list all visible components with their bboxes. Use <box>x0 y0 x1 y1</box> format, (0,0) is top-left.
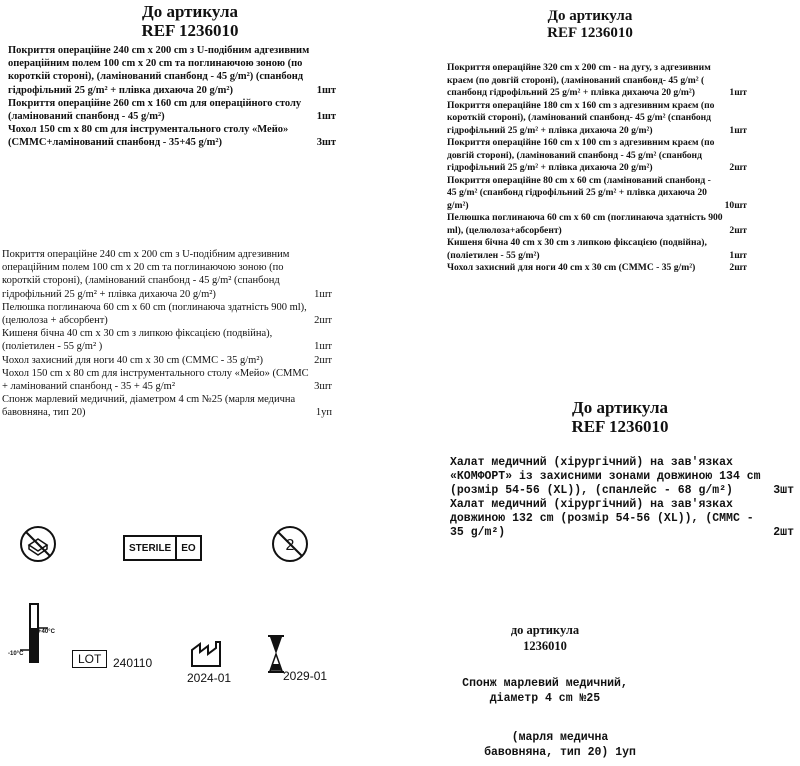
expiry-date: 2029-01 <box>283 669 328 683</box>
item-qty: 1шт <box>314 341 332 353</box>
item-qty: 10шт <box>724 199 747 211</box>
item-qty: 2шт <box>729 224 747 236</box>
lot-label: LOT <box>78 652 102 666</box>
item-text: Покриття операційне 260 cm x 160 cm для операційного столу (ламінований спанбонд - 45 g/m²) <box>8 97 302 123</box>
item-text: Кишеня бічна 40 cm x 30 cm з липкою фіксацією (подвійна), (поліетилен - 55 g/m²) <box>447 237 707 261</box>
sterile-eo-icon <box>123 535 202 561</box>
block4-title <box>530 398 710 436</box>
item-text: Пелюшка поглинаюча 60 cm x 60 cm (поглинаюча здатність 900 ml), (целюлоза+абсорбент) <box>447 212 723 236</box>
temp-high-label: +40°C <box>38 629 55 635</box>
lot-value: 240110 <box>113 656 153 670</box>
item-text: Покриття операційне 240 cm x 200 cm з U-подібним адгезивним операційним полем 100 cm x 20 cm та поглинаючою зоною (по короткій стороні), (ламінований спанбонд - 45 g/m² (спанбонд гідрофільний 25 g/m² + плівка дихаюча 20 g/m²) <box>2 249 290 300</box>
item-text: Халат медичний (хірургічний) на зав'язках довжиною 132 cm (розмір 54-56 (XL)), (СММС - 35 g/m²) <box>450 498 754 539</box>
block1-title <box>100 2 280 40</box>
lot-icon <box>72 650 107 668</box>
block5-line4-row <box>460 745 660 760</box>
block1-title-line2: REF 1236010 <box>141 21 239 40</box>
item-qty: 2шт <box>314 354 332 366</box>
item-qty: 1шт <box>316 84 336 96</box>
eo-label: EO <box>181 542 196 554</box>
block3-item <box>447 175 747 213</box>
block2-item <box>2 301 332 327</box>
block5-line1: Спонж марлевий медичний, <box>462 677 628 690</box>
block1-item <box>8 97 336 123</box>
item-qty: 3шт <box>314 381 332 393</box>
item-text: Чохол захисний для ноги 40 cm x 30 cm (СММС - 35 g/m²) <box>2 354 263 366</box>
item-qty: 1шт <box>729 124 747 136</box>
item-text: Покриття операційне 240 cm x 200 cm з U-подібним адгезивним операційним полем 100 cm x 20 cm та поглинаючою зоною (по короткій стороні), (ламінований спанбонд - 45 g/m²) (спанбонд гідрофільний 25 g/m² + плівка дихаюча 20 g/m²) <box>8 45 310 96</box>
block4-title-line1: До артикула <box>572 398 668 417</box>
do-not-use-if-damaged-icon <box>18 524 58 564</box>
block1-item <box>8 123 336 149</box>
item-text: Халат медичний (хірургічний) на зав'язках «КОМФОРТ» із захисними зонами довжиною 134 cm (розмір 54-56 (XL)), (спанлейс - 68 g/m²) <box>450 456 761 497</box>
item-text: Покриття операційне 160 cm x 100 cm з адгезивним краєм (по довгій стороні), (ламінований спанбонд - 45 g/m² (спанбонд гідрофільний 25 g/m² + плівка дихаюча 20 g/m²) <box>447 137 715 173</box>
item-text: Покриття операційне 180 cm x 160 cm з адгезивним краєм (по короткій стороні), (ламінований спанбонд- 45 g/m² (спанбонд гідрофільний 25 g/m² + плівка дихаюча 20 g/m²) <box>447 99 715 136</box>
item-qty: 3шт <box>773 484 794 497</box>
block3-item <box>447 62 747 100</box>
block1-list <box>8 44 336 150</box>
item-qty: 2шт <box>729 262 747 273</box>
item-text: Покриття операційне 320 cm x 200 cm - на дугу, з адгезивним краєм (по довгій стороні), (ламінований спанбонд- 45 g/m² ( спанбонд гідрофільний 25 g/m² + плівка дихаюча 20 g/m²) <box>447 62 711 98</box>
manufacture-date-icon <box>190 640 222 668</box>
temp-low-label: -10°C <box>8 651 24 657</box>
item-text: Чохол захисний для ноги 40 cm x 30 cm (СММС - 35 g/m²) <box>447 262 696 273</box>
item-qty: 1шт <box>314 288 332 300</box>
block4-item <box>450 498 794 540</box>
block2-item <box>2 327 332 353</box>
block5-text <box>440 676 650 706</box>
block3-title-line1: До артикула <box>547 8 633 24</box>
block3-title <box>510 8 670 42</box>
block2-item <box>2 354 332 367</box>
manufacture-date: 2024-01 <box>187 671 232 685</box>
block4-title-line2: REF 1236010 <box>571 417 669 436</box>
item-text: Спонж марлевий медичний, діаметром 4 cm №25 (марля медична бавовняна, тип 20) <box>2 394 296 419</box>
block1-title-line1: До артикула <box>142 2 238 21</box>
block3-title-line2: REF 1236010 <box>547 25 633 41</box>
block3-item <box>447 137 747 175</box>
block5-line2: діаметр 4 cm №25 <box>489 692 601 705</box>
expiry-hourglass-icon <box>266 634 286 674</box>
block3-item <box>447 237 747 262</box>
item-qty: 3шт <box>316 137 336 149</box>
item-qty: 1уп <box>315 407 332 419</box>
block5-line4: бавовняна, тип 20) <box>484 746 609 759</box>
do-not-reuse-icon <box>270 524 310 564</box>
block5-qty: 1уп <box>615 746 636 759</box>
block2-list <box>2 248 332 420</box>
svg-text:2: 2 <box>285 537 295 554</box>
item-text: Кишеня бічна 40 cm x 30 cm з липкою фіксацією (подвійна), (поліетилен - 55 g/m² ) <box>2 328 273 353</box>
block2-item <box>2 248 332 301</box>
item-qty: 2шт <box>729 162 747 173</box>
item-qty: 2шт <box>773 526 794 539</box>
item-text: Покриття операційне 80 cm x 60 cm (ламінований спанбонд - 45 g/m² (спанбонд гідрофільний 25 g/m² + плівка дихаюча 20 g/m²) <box>447 174 711 211</box>
block1-item <box>8 44 336 97</box>
item-text: Чохол 150 cm x 80 cm для інструментального столу «Мейо» (СММС+ламінований спанбонд - 35+45 g/m²) <box>8 124 289 149</box>
block5-title-line1: до артикула <box>510 623 580 637</box>
sterile-label: STERILE <box>125 537 177 559</box>
block2-item <box>2 367 332 393</box>
block4-item <box>450 456 794 498</box>
block3-list <box>447 62 747 275</box>
temperature-limit-icon <box>10 598 58 670</box>
item-text: Пелюшка поглинаюча 60 cm x 60 cm (поглинаюча здатність 900 ml), (целюлоза + абсорбент) <box>2 301 307 327</box>
item-qty: 1шт <box>729 249 747 261</box>
item-text: Чохол 150 cm x 80 cm для інструментального столу «Мейо» (СММС + ламінований спанбонд - 35 + 45 g/m² <box>2 367 309 393</box>
block3-item <box>447 212 747 237</box>
block2-item <box>2 393 332 419</box>
block5-material <box>460 730 660 760</box>
block5-title-line2: 1236010 <box>523 639 567 653</box>
block3-item <box>447 100 747 138</box>
block5-line3: (марля медична <box>511 731 609 744</box>
item-qty: 2шт <box>314 315 332 327</box>
block5-title <box>480 622 610 654</box>
item-qty: 1шт <box>729 87 747 98</box>
block4-list <box>450 456 794 540</box>
block3-item <box>447 262 747 275</box>
item-qty: 1шт <box>316 111 336 123</box>
